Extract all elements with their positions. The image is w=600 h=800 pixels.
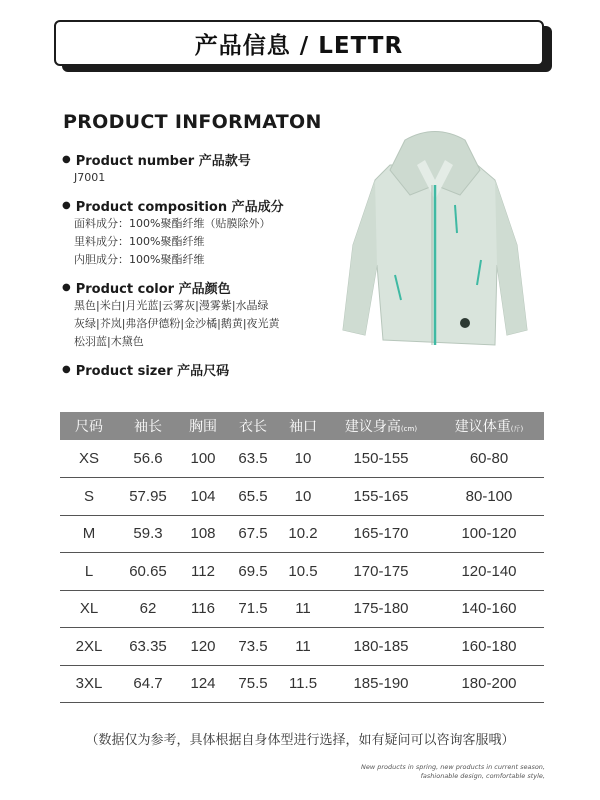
header-sleeve: 袖长 bbox=[118, 412, 178, 440]
cell-cuff: 11 bbox=[278, 628, 328, 666]
header-height: 建议身高(cm) bbox=[328, 412, 434, 440]
cell-weight: 60-80 bbox=[434, 440, 544, 478]
table-row bbox=[60, 628, 544, 666]
cell-sleeve: 59.3 bbox=[118, 515, 178, 553]
header-cuff: 袖口 bbox=[278, 412, 328, 440]
table-row bbox=[60, 665, 544, 703]
cell-chest: 100 bbox=[178, 440, 228, 478]
cell-chest: 108 bbox=[178, 515, 228, 553]
header-chest: 胸围 bbox=[178, 412, 228, 440]
product-info bbox=[62, 150, 352, 388]
cell-cuff: 11 bbox=[278, 590, 328, 628]
table-row bbox=[60, 515, 544, 553]
cell-weight: 80-100 bbox=[434, 478, 544, 516]
table-header-row bbox=[60, 412, 544, 440]
color-label: Product color 产品颜色 bbox=[75, 282, 231, 297]
cell-length: 75.5 bbox=[228, 665, 278, 703]
composition-block bbox=[62, 196, 352, 269]
product-number-block bbox=[62, 150, 352, 187]
cell-length: 71.5 bbox=[228, 590, 278, 628]
cell-size: XL bbox=[60, 590, 118, 628]
product-number-value: J7001 bbox=[74, 171, 106, 184]
cell-length: 67.5 bbox=[228, 515, 278, 553]
header-weight: 建议体重(斤) bbox=[434, 412, 544, 440]
disclaimer-note: （数据仅为参考，具体根据自身体型进行选择，如有疑问可以咨询客服哦） bbox=[85, 733, 515, 748]
cell-weight: 180-200 bbox=[434, 665, 544, 703]
cell-height: 150-155 bbox=[328, 440, 434, 478]
bullet-icon: ● bbox=[62, 200, 71, 211]
cell-size: M bbox=[60, 515, 118, 553]
cell-size: 3XL bbox=[60, 665, 118, 703]
cell-weight: 160-180 bbox=[434, 628, 544, 666]
cell-height: 165-170 bbox=[328, 515, 434, 553]
cell-sleeve: 57.95 bbox=[118, 478, 178, 516]
cell-length: 69.5 bbox=[228, 553, 278, 591]
cell-sleeve: 60.65 bbox=[118, 553, 178, 591]
cell-height: 170-175 bbox=[328, 553, 434, 591]
cell-chest: 124 bbox=[178, 665, 228, 703]
cell-length: 63.5 bbox=[228, 440, 278, 478]
cell-chest: 104 bbox=[178, 478, 228, 516]
bullet-icon: ● bbox=[62, 282, 71, 293]
table-row bbox=[60, 553, 544, 591]
cell-size: S bbox=[60, 478, 118, 516]
table-body bbox=[60, 440, 544, 703]
jacket-image bbox=[335, 125, 535, 355]
cell-weight: 120-140 bbox=[434, 553, 544, 591]
composition-line: 面料成分：100%聚酯纤维（贴膜除外） bbox=[74, 217, 271, 230]
cell-chest: 120 bbox=[178, 628, 228, 666]
composition-label: Product composition 产品成分 bbox=[75, 200, 284, 215]
bullet-icon: ● bbox=[62, 364, 71, 375]
cell-weight: 140-160 bbox=[434, 590, 544, 628]
composition-line: 内胆成分：100%聚酯纤维 bbox=[74, 253, 205, 266]
header-size: 尺码 bbox=[60, 412, 118, 440]
table-row bbox=[60, 590, 544, 628]
bullet-icon: ● bbox=[62, 154, 71, 165]
cell-height: 180-185 bbox=[328, 628, 434, 666]
section-title: PRODUCT INFORMATON bbox=[63, 111, 322, 133]
table-row bbox=[60, 440, 544, 478]
page-title: 产品信息 / LETTR bbox=[54, 20, 544, 66]
cell-size: 2XL bbox=[60, 628, 118, 666]
cell-chest: 116 bbox=[178, 590, 228, 628]
color-block bbox=[62, 278, 352, 351]
cell-height: 155-165 bbox=[328, 478, 434, 516]
cell-size: L bbox=[60, 553, 118, 591]
cell-height: 175-180 bbox=[328, 590, 434, 628]
cell-cuff: 10 bbox=[278, 440, 328, 478]
cell-length: 73.5 bbox=[228, 628, 278, 666]
color-line: 灰绿|芥岚|弗洛伊德粉|金沙橘|鹅黄|夜光黄 bbox=[74, 317, 280, 330]
header-length: 衣长 bbox=[228, 412, 278, 440]
cell-sleeve: 63.35 bbox=[118, 628, 178, 666]
cell-height: 185-190 bbox=[328, 665, 434, 703]
cell-size: XS bbox=[60, 440, 118, 478]
size-table bbox=[60, 412, 544, 703]
color-line: 松羽蓝|木黛色 bbox=[74, 335, 144, 348]
cell-sleeve: 62 bbox=[118, 590, 178, 628]
sizer-label: Product sizer 产品尺码 bbox=[75, 364, 230, 379]
cell-cuff: 10.5 bbox=[278, 553, 328, 591]
table-row bbox=[60, 478, 544, 516]
cell-length: 65.5 bbox=[228, 478, 278, 516]
cell-sleeve: 56.6 bbox=[118, 440, 178, 478]
sizer-block bbox=[62, 360, 352, 379]
footer-text: New products in spring, new products in current season, fashionable design, comfortable style, bbox=[361, 763, 545, 780]
cell-cuff: 10 bbox=[278, 478, 328, 516]
product-number-label: Product number 产品款号 bbox=[75, 154, 251, 169]
cell-cuff: 11.5 bbox=[278, 665, 328, 703]
color-line: 黑色|米白|月光蓝|云雾灰|漫雾紫|水晶绿 bbox=[74, 299, 269, 312]
cell-sleeve: 64.7 bbox=[118, 665, 178, 703]
cell-chest: 112 bbox=[178, 553, 228, 591]
cell-weight: 100-120 bbox=[434, 515, 544, 553]
cell-cuff: 10.2 bbox=[278, 515, 328, 553]
composition-line: 里料成分：100%聚酯纤维 bbox=[74, 235, 205, 248]
